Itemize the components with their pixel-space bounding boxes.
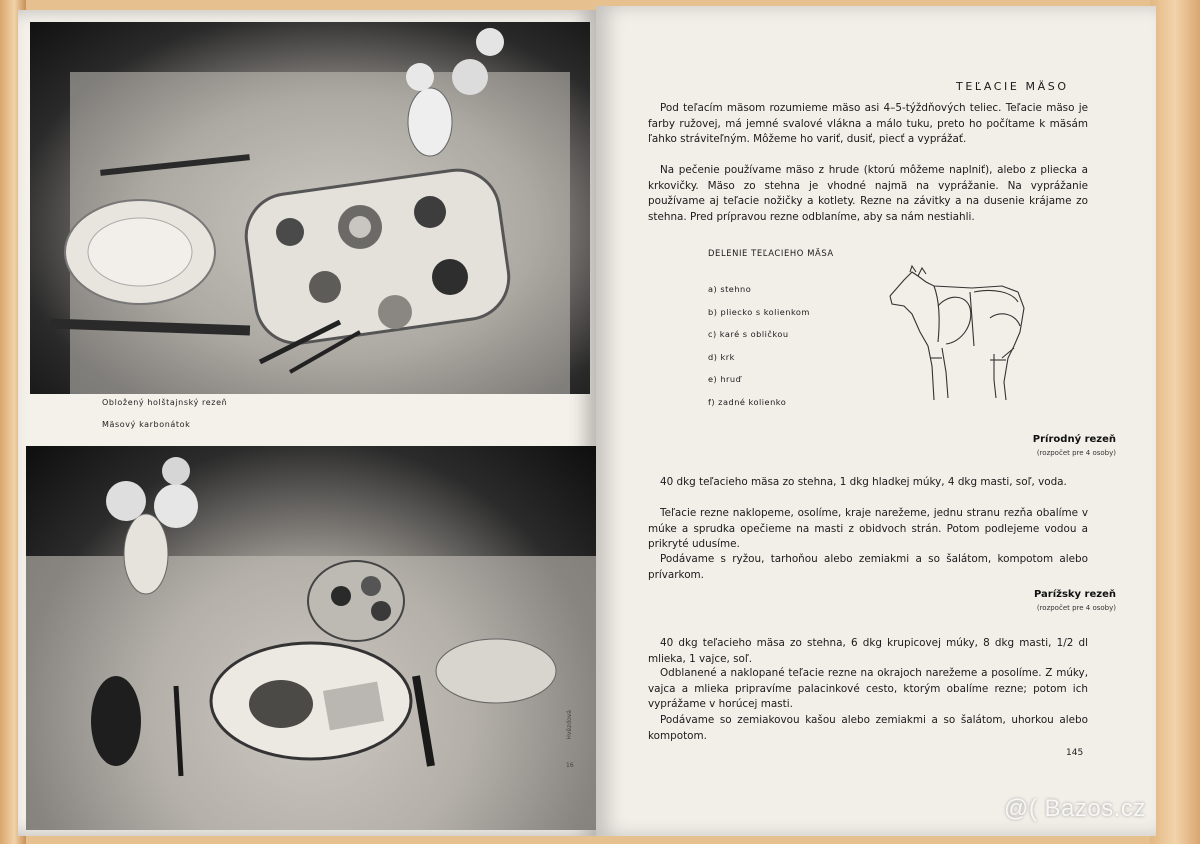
photo-holstein-schnitzel (30, 22, 590, 394)
photo-meat-patty (26, 446, 596, 830)
intro-paragraph-1: Pod teľacím mäsom rozumieme mäso asi 4–5-týždňových teliec. Teľacie mäso je farby ružovej, má jemné svalové vlákna a málo tuku, preto ho počítame k mäsám ľahko stráviteľným. Môžeme ho variť, dusiť, piecť a vyprážať. (648, 102, 1088, 146)
intro-paragraph-2: Na pečenie používame mäso z hrude (ktorú môžeme naplniť), alebo z pliecka a krkovičky. Mäso zo stehna je vhodné najmä na vyprážanie. Na vyprážanie používame aj teľacie nožičky a kotlety. Rezne na závitky a na dusenie krájame zo stehna. Pred prípravou rezne odblaníme, aby sa nám nestiahli. (648, 164, 1088, 223)
recipe-1-step-1: Teľacie rezne naklopeme, osolíme, kraje narežeme, jednu stranu rezňa obalíme v múke a sprudka opečieme na masti z obidvoch strán. Potom podlejeme vodou a prikryté udusíme. (648, 507, 1088, 551)
diagram-title: DELENIE TEĽACIEHO MÄSA (708, 248, 834, 258)
photo-holstein-illustration (30, 22, 590, 394)
cut-item-b: b) pliecko s kolienkom (708, 306, 810, 317)
caption-meatball: Mäsový karbonátok (102, 420, 191, 429)
recipe-1-title: Prírodný rezeň (1032, 434, 1116, 445)
recipe-2-step-2: Podávame so zemiakovou kašou alebo zemiakmi a so šalátom, uhorkou alebo kompotom. (648, 714, 1088, 742)
section-title: TEĽACIE MÄSO (956, 80, 1069, 93)
calf-cut-diagram-icon (882, 262, 1038, 404)
recipe-1-step-2: Podávame s ryžou, tarhoňou alebo zemiakmi a so šalátom, kompotom alebo prívarkom. (648, 553, 1088, 581)
watermark-logo: @( Bazos.cz (1004, 795, 1146, 822)
recipe-1-portion: (rozpočet pre 4 osoby) (1036, 449, 1116, 457)
gutter-page-number: 16 (566, 762, 574, 769)
caption-holstein: Obložený holštajnský rezeň (102, 398, 228, 407)
page-number: 145 (1066, 748, 1084, 758)
cut-list (708, 284, 868, 419)
cut-item-a: a) stehno (708, 284, 752, 294)
cut-item-f: f) zadné kolienko (708, 396, 787, 407)
book-edge-right (1150, 0, 1200, 844)
recipe-2-portion: (rozpočet pre 4 osoby) (1036, 604, 1116, 612)
gutter-credit: Hvězdová (566, 710, 573, 740)
recipe-2-title: Parížsky rezeň (1033, 589, 1116, 600)
recipe-2-ingredients: 40 dkg teľacieho mäsa zo stehna, 6 dkg krupicovej múky, 8 dkg masti, 1/2 dl mlieka, 1 vajce, soľ. (648, 637, 1088, 665)
recipe-1-ingredients: 40 dkg teľacieho mäsa zo stehna, 1 dkg hladkej múky, 4 dkg masti, soľ, voda. (660, 476, 1067, 488)
left-page (18, 10, 596, 836)
cut-item-c: c) karé s obličkou (708, 329, 789, 339)
cut-item-d: d) krk (708, 351, 735, 362)
cut-item-e: e) hruď (708, 374, 742, 384)
photo-patty-illustration (26, 446, 596, 830)
recipe-2-step-1: Odblanené a naklopané teľacie rezne na okrajoch narežeme a posolíme. Z múky, vajca a mlieka pripravíme palacinkové cesto, ktorým obalíme rezne; potom ich vyprážame v horúcej masti. (648, 667, 1088, 711)
